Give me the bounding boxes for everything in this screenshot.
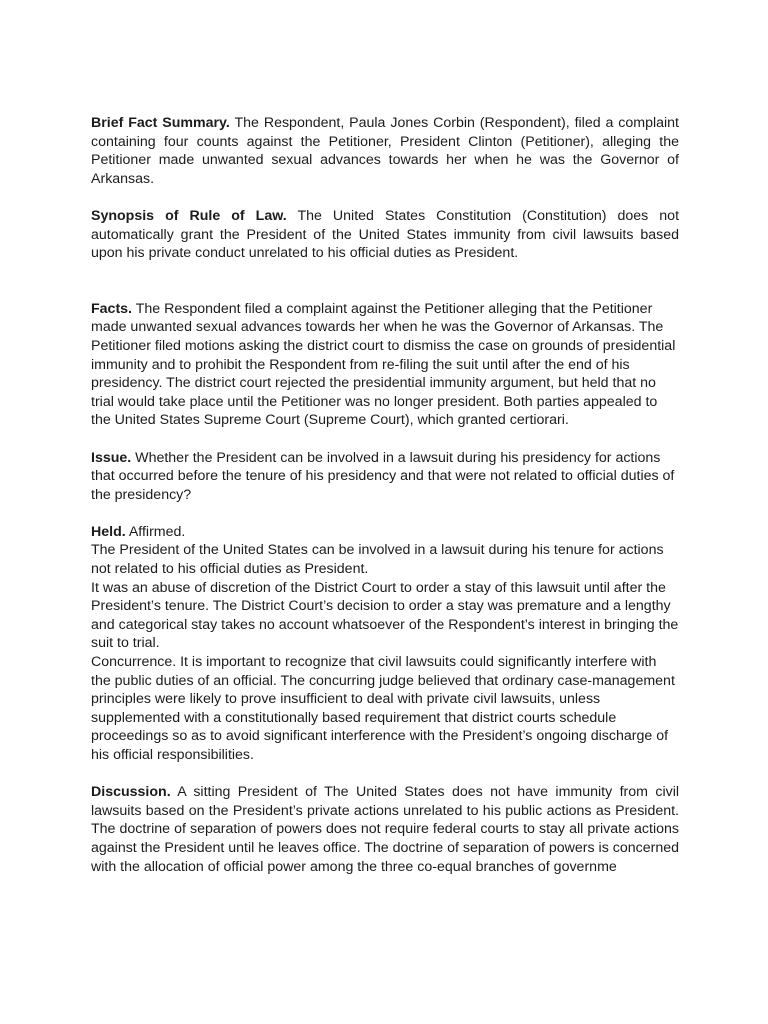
held-section (91, 523, 679, 542)
held-line: The President of the United States can be involved in a lawsuit during his tenure for actions not related to his official duties as President. (91, 542, 664, 578)
synopsis-text: The United States Constitution (Constitution) does not automatically grant the President of the United States immunity from civil lawsuits based upon his private conduct unrelated to his official duties as President. (91, 207, 680, 262)
spacer (91, 765, 679, 784)
document-body (91, 114, 679, 876)
held-line: It was an abuse of discretion of the District Court to order a stay of this lawsuit until after the President’s tenure. The District Court’s decision to order a stay was premature and a lengthy and categorical stay takes no account whatsoever of the Respondent’s interest in bringing the suit to trial. (91, 579, 679, 652)
issue-section (91, 449, 679, 505)
held-text: Affirmed. (125, 523, 186, 540)
brief-text: The Respondent, Paula Jones Corbin (Respondent), filed a complaint containing four counts against the Petitioner, President Clinton (Petitioner), alleging the Petitioner made unwanted sexual advances towards her when he was the Governor of Arkansas. (91, 115, 679, 187)
spacer (91, 188, 679, 207)
facts-text: The Respondent filed a complaint against the Petitioner alleging that the Petitioner made unwanted sexual advances towards her when he was the Governor of Arkansas. The Petitioner filed motions asking the district court to dismiss the case on grounds of presidential immunity and to prohibit the Respondent from re-filing the suit until after the end of his presidency. The district court rejected the presidential immunity argument, but held that no trial would take place until the Petitioner was no longer president. Both parties appealed to the United States Supreme Court (Supreme Court), which granted certiorari. (91, 300, 676, 429)
synopsis-of-rule (91, 207, 679, 263)
brief-fact-summary (91, 114, 679, 188)
spacer (91, 430, 679, 449)
discussion-section (91, 783, 679, 876)
discussion-heading: Discussion. (91, 784, 171, 801)
spacer (91, 504, 679, 523)
spacer (91, 263, 679, 300)
held-line: Concurrence. It is important to recognize that civil lawsuits could significantly interfere with the public duties of an official. The concurring judge believed that ordinary case-management principles were likely to prove insufficient to deal with private civil lawsuits, unless supplemented with a constitutionally based requirement that district courts schedule proceedings so as to avoid significant interference with the President’s ongoing discharge of his official responsibilities. (91, 654, 675, 763)
held-heading: Held. (91, 523, 126, 540)
facts-heading: Facts. (91, 300, 133, 317)
issue-text: Whether the President can be involved in a lawsuit during his presidency for actions that occurred before the tenure of his presidency and that were not related to official duties of the presidency? (91, 449, 675, 503)
issue-heading: Issue. (91, 449, 132, 466)
brief-heading: Brief Fact Summary. (91, 115, 230, 131)
facts-section (91, 300, 679, 430)
synopsis-heading: Synopsis of Rule of Law. (91, 207, 287, 224)
discussion-text: A sitting President of The United States does not have immunity from civil lawsuits based on the President’s private actions unrelated to his public actions as President. The doctrine of separation of powers does not require federal courts to stay all private actions against the President until he leaves office. The doctrine of separation of powers is concerned with the allocation of official power among the three co-equal branches of governme (91, 784, 679, 875)
